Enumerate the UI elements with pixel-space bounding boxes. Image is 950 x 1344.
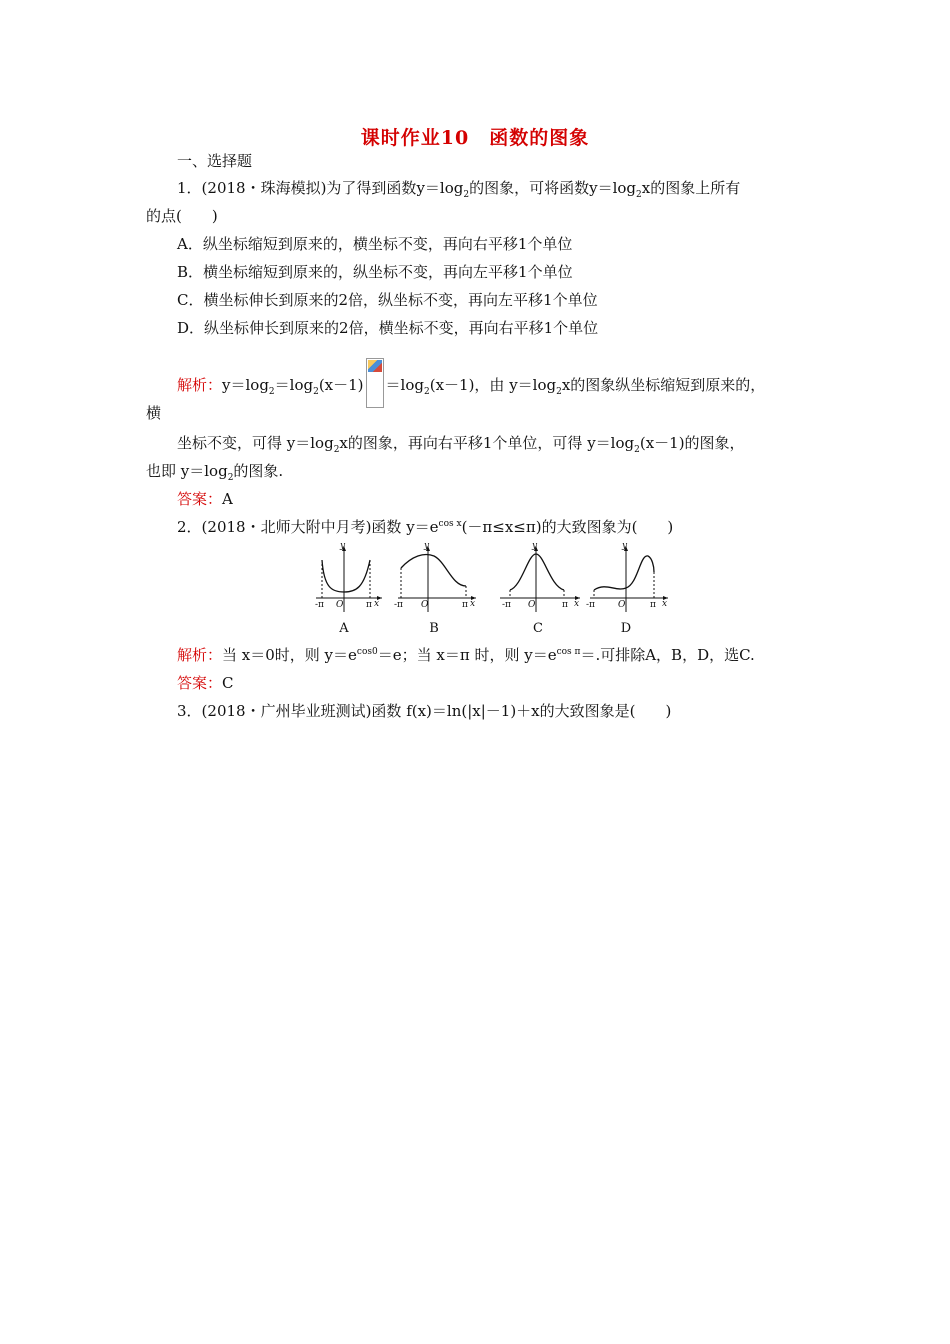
tick-pos-pi: π — [462, 600, 468, 610]
axis-x-label: x — [374, 599, 380, 609]
axis-x-label: x — [574, 599, 580, 609]
axis-y-label: y — [532, 541, 538, 551]
analysis-label: 解析： — [177, 646, 223, 664]
q1-option-a: A．纵坐标缩短到原来的，横坐标不变，再向右平移1个单位 — [177, 235, 573, 253]
broken-image-icon — [366, 358, 384, 408]
q1-analysis-line4: 也即 $y=\log_2$的图象. — [146, 462, 284, 483]
graph-d — [586, 541, 668, 636]
q2-graphs-svg — [312, 540, 672, 640]
graph-c — [500, 541, 580, 636]
graph-label-c: C — [533, 621, 543, 636]
q1-answer: 答案：A — [177, 490, 233, 508]
q1-analysis-line2: 横 — [146, 404, 162, 422]
q1-option-c: C．横坐标伸长到原来的2倍，纵坐标不变，再向左平移1个单位 — [177, 291, 598, 309]
q2-answer: 答案：C — [177, 674, 234, 692]
q2-stem: 2．(2018・北师大附中月考)函数 $y=e^{cos x}(-\pi\le x\le\pi)$的大致图象为( ) — [177, 518, 674, 536]
tick-neg-pi: -π — [502, 600, 511, 610]
axis-y-label: y — [424, 541, 430, 551]
q1-stem-line1: 1．(2018・珠海模拟)为了得到函数$y=\log_2$的图象，可将函数$y=\log_2x$的图象上所有 — [177, 179, 741, 200]
q2-analysis: 解析：当 x＝0时，则 $y=e^{cos0}=e$；当 x＝π 时，则 $y=e^{cos \pi}=$.可排除A，B，D，选C. — [177, 646, 755, 664]
q1-analysis-line1: 解析：$y=\log_2=\log_2(x-1)$ $=\log_2(x-1)$，由 $y=\log_2x$的图象纵坐标缩短到原来的， — [177, 358, 765, 408]
tick-pos-pi: π — [366, 600, 372, 610]
graph-label-b: B — [429, 621, 439, 636]
axis-origin-label: O — [528, 600, 536, 610]
tick-pos-pi: π — [562, 600, 568, 610]
q1-option-d: D．纵坐标伸长到原来的2倍，横坐标不变，再向右平移1个单位 — [177, 319, 599, 337]
axis-x-label: x — [470, 599, 476, 609]
axis-y-label: y — [340, 541, 346, 551]
answer-label: 答案： — [177, 674, 223, 692]
analysis-label: 解析： — [177, 376, 223, 394]
tick-neg-pi: -π — [315, 600, 324, 610]
axis-x-label: x — [662, 599, 668, 609]
graph-label-a: A — [339, 621, 349, 636]
q1-option-b: B．横坐标缩短到原来的，纵坐标不变，再向左平移1个单位 — [177, 263, 573, 281]
graph-b — [394, 541, 476, 636]
answer-label: 答案： — [177, 490, 223, 508]
page-title: 课时作业10 函数的图象 — [360, 127, 590, 149]
tick-neg-pi: -π — [586, 600, 595, 610]
q2-option-graphs — [312, 540, 672, 644]
graph-a — [315, 541, 382, 636]
tick-neg-pi: -π — [394, 600, 403, 610]
section-heading: 一、选择题 — [177, 152, 253, 170]
q1-analysis-line3: 坐标不变，可得 $y=\log_2x$的图象，再向右平移1个单位，可得 $y=\log_2(x-1)$的图象， — [177, 434, 745, 455]
q1-stem-line2: 的点( ) — [146, 207, 218, 225]
axis-origin-label: O — [618, 600, 626, 610]
axis-y-label: y — [622, 541, 628, 551]
axis-origin-label: O — [421, 600, 429, 610]
q3-stem: 3．(2018・广州毕业班测试)函数 f(x)＝ln(|x|－1)＋x的大致图象是( ) — [177, 702, 672, 720]
axis-origin-label: O — [336, 600, 344, 610]
graph-label-d: D — [620, 621, 632, 636]
tick-pos-pi: π — [650, 600, 656, 610]
